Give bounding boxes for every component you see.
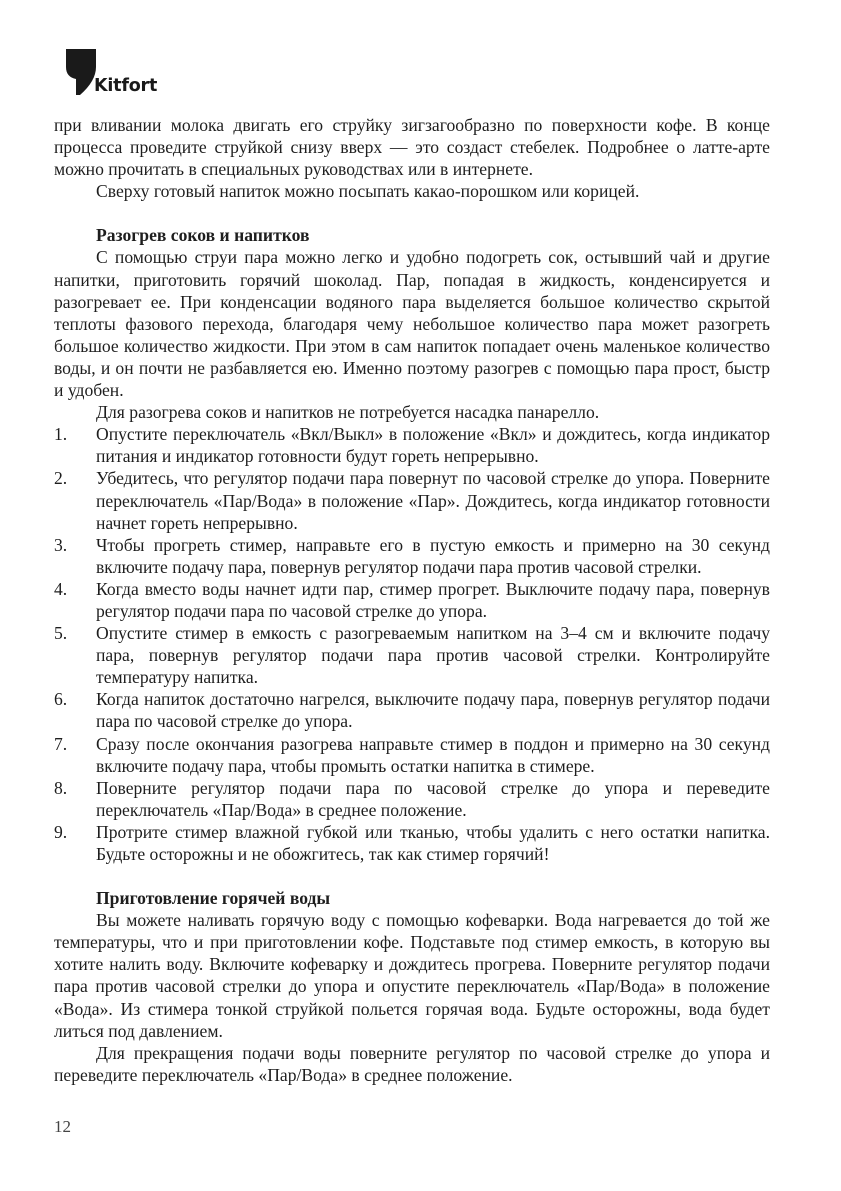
step-text: Когда напиток достаточно нагрелся, выключите подачу пара, повернув регулятор подачи пара по часовой стрелке до упора. (96, 689, 770, 732)
step-item (54, 688, 770, 732)
step-text: Когда вместо воды начнет идти пар, стимер прогрет. Выключите подачу пара, повернув регулятор подачи пара по часовой стрелке до упора. (96, 578, 770, 621)
step-number: 8. (54, 777, 68, 798)
kitfort-logo-icon (66, 49, 96, 95)
step-number: 6. (54, 689, 68, 710)
step-text: Поверните регулятор подачи пара по часовой стрелке до упора и переведите переключатель «Пар/Вода» в среднее положение. (96, 777, 770, 820)
step-item (54, 622, 770, 688)
brand-logo (66, 49, 186, 95)
spacer (54, 865, 770, 887)
spacer (54, 202, 770, 224)
step-text: Убедитесь, что регулятор подачи пара повернут по часовой стрелке до упора. Поверните переключатель «Пар/Вода» в положение «Пар». Дождитесь, когда индикатор готовности начнет гореть непрерывно. (96, 468, 770, 533)
juices-paragraph-1: С помощью струи пара можно легко и удобно подогреть сок, остывший чай и другие напитки, приготовить горячий шоколад. Пар, попадая в жидкость, конденсируется и разогревает ее. При конденсации водяного пара выделяется большое количество скрытой теплоты фазового перехода, благодаря чему небольшое количество пара может разогреть большое количество жидкости. При этом в сам напиток попадает очень маленькое количество воды, и он почти не разбавляется ею. Именно поэтому разогрев с помощью пара прост, быстр и удобен. (54, 247, 770, 401)
section-heading-juices: Разогрев соков и напитков (96, 225, 310, 246)
intro-paragraph-1: при вливании молока двигать его струйку зигзагообразно по поверхности кофе. В конце процесса проведите струйкой снизу вверх — это создаст стебелек. Подробнее о латте-арте можно прочитать в специальных руководствах или в интернете. (54, 115, 770, 180)
step-number: 5. (54, 623, 68, 644)
step-number: 7. (54, 733, 68, 754)
step-text: Сразу после окончания разогрева направьте стимер в поддон и примерно на 30 секунд включите подачу пара, чтобы промыть остатки напитка в стимере. (96, 733, 770, 776)
juices-steps-list (54, 423, 770, 865)
step-number: 2. (54, 468, 68, 489)
section-heading-hot-water: Приготовление горячей воды (96, 888, 331, 909)
juices-paragraph-2: Для разогрева соков и напитков не потребуется насадка панарелло. (96, 402, 600, 423)
hot-water-paragraph-2: Для прекращения подачи воды поверните регулятор по часовой стрелке до упора и переведите переключатель «Пар/Вода» в среднее положение. (54, 1042, 770, 1085)
step-text: Чтобы прогреть стимер, направьте его в пустую емкость и примерно на 30 секунд включите подачу пара, повернув регулятор подачи пара против часовой стрелки. (96, 534, 770, 577)
step-item (54, 467, 770, 533)
step-number: 1. (54, 424, 68, 445)
brand-name: Kitfort (94, 76, 158, 96)
step-item (54, 821, 770, 865)
hot-water-paragraph-1: Вы можете наливать горячую воду с помощью кофеварки. Вода нагревается до той же температуры, что и при приготовлении кофе. Подставьте под стимер емкость, в которую вы хотите налить воду. Включите кофеварку и дождитесь прогрева. Поверните регулятор подачи пара против часовой стрелки до упора и опустите переключатель «Пар/Вода» в положение «Вода». Из стимера тонкой струйкой польется горячая вода. Будьте осторожны, вода будет литься под давлением. (54, 910, 770, 1041)
step-item (54, 423, 770, 467)
step-item (54, 733, 770, 777)
step-number: 9. (54, 821, 68, 842)
step-item (54, 578, 770, 622)
page-number: 12 (54, 1117, 71, 1136)
intro-paragraph-2: Сверху готовый напиток можно посыпать какао-порошком или корицей. (96, 181, 640, 202)
step-number: 3. (54, 534, 68, 555)
step-text: Опустите переключатель «Вкл/Выкл» в положение «Вкл» и дождитесь, когда индикатор питания и индикатор готовности будут гореть непрерывно. (96, 424, 770, 467)
step-text: Протрите стимер влажной губкой или тканью, чтобы удалить с него остатки напитка. Будьте осторожны и не обожгитесь, так как стимер горячий! (96, 821, 770, 864)
step-text: Опустите стимер в емкость с разогреваемым напитком на 3–4 см и включите подачу пара, повернув регулятор подачи пара против часовой стрелки. Контролируйте температуру напитка. (96, 623, 770, 688)
step-item (54, 777, 770, 821)
page-content (54, 114, 770, 1086)
step-item (54, 534, 770, 578)
step-number: 4. (54, 578, 68, 599)
